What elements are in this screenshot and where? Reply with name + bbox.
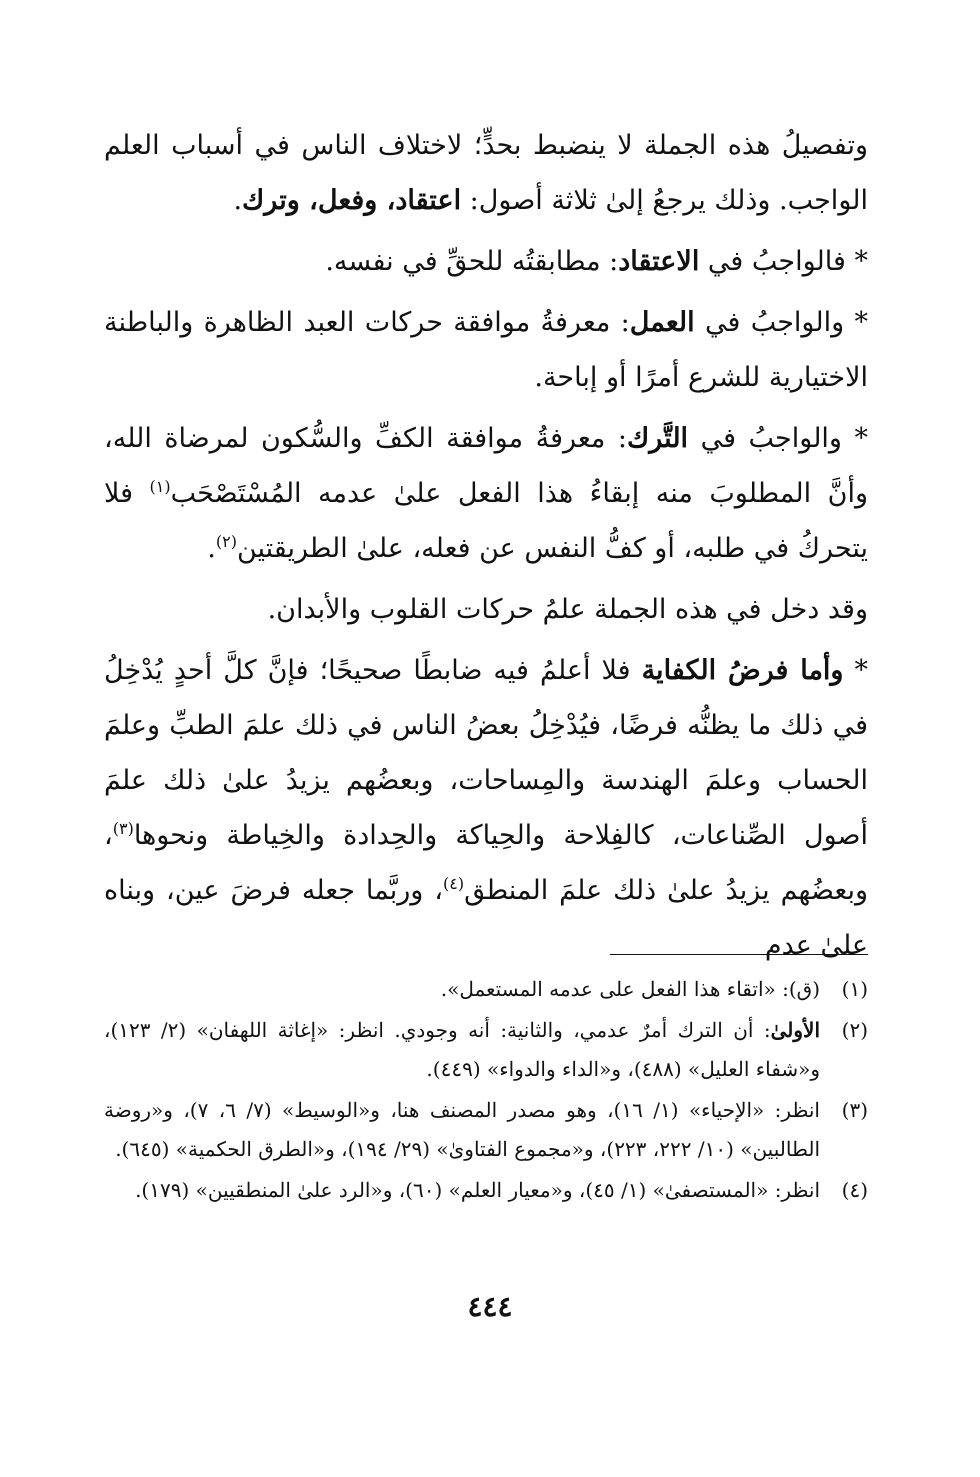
paragraph-4-end: .	[207, 533, 216, 564]
paragraph-4-middle: فلا يتحركُ في طلبه، أو كفُّ النفس عن فعله، علىٰ الطريقتين	[104, 478, 868, 564]
footnote-ref-2[interactable]: (٢)	[215, 532, 237, 551]
paragraph-6-text-a: فلا أعلمُ فيه ضابطًا صحيحًا؛ فإنَّ كلَّ أحدٍ يُدْخِلُ في ذلك ما يظنُّه فرضًا، فيُدْخِلُ بعضُ الناس في ذلك علمَ الطبِّ وعلمَ الحساب وعلمَ الهندسة والمِساحات، وبعضُهم يزيدُ علىٰ ذلك علمَ أصول الصِّناعات، كالفِلاحة والحِياكة والحِدادة والخِياطة ونحوها	[104, 655, 868, 851]
footnote-4-body	[104, 1171, 820, 1210]
paragraph-6-text-c: ، وربَّما جعله فرضَ عين، وبناه علىٰ عدم	[104, 875, 868, 961]
paragraph-1-text: وتفصيلُ هذه الجملة لا ينضبط بحدٍّ؛ لاختلاف الناس في أسباب العلم الواجب. وذلك يرجعُ إلىٰ ثلاثة أصول:	[104, 130, 868, 216]
paragraph-5	[104, 582, 868, 637]
footnotes	[104, 970, 868, 1212]
paragraph-1-end: .	[233, 185, 243, 216]
footnote-3-number: (٣)	[841, 1098, 868, 1122]
paragraph-6	[104, 643, 868, 973]
paragraph-3	[104, 295, 868, 405]
footnote-ref-3[interactable]: (٣)	[112, 819, 134, 838]
paragraph-6-text-b: ، وبعضُهم يزيدُ علىٰ ذلك علمَ المنطق	[104, 820, 868, 906]
paragraph-6-prefix: *	[843, 655, 868, 686]
footnote-2-text: : أن الترك أمرٌ عدمي، والثانية: أنه وجودي. انظر: «إغاثة اللهفان» (٢/ ١٢٣)، و«شفاء العليل» (٤٨٨)، و«الداء والدواء» (٤٤٩).	[104, 1018, 820, 1081]
footnote-ref-4[interactable]: (٤)	[443, 874, 465, 893]
footnote-1-body	[104, 970, 820, 1009]
footnote-ref-1[interactable]: (١)	[149, 477, 171, 496]
paragraph-2	[104, 234, 868, 289]
paragraph-4-text: : معرفةُ موافقة الكفِّ والسُّكون لمرضاة الله، وأنَّ المطلوبَ منه إبقاءُ هذا الفعل علىٰ عدمه المُسْتَصْحَب	[104, 423, 868, 509]
paragraph-6-bold: وأما فرضُ الكفاية	[641, 655, 844, 686]
footnote-3	[104, 1091, 868, 1169]
paragraph-4-bold: التَّرك	[627, 423, 689, 454]
footnote-3-body	[104, 1091, 820, 1169]
footnote-2-number: (٢)	[841, 1018, 868, 1042]
paragraph-2-bold: الاعتقاد	[618, 246, 700, 277]
footnote-divider	[610, 954, 868, 955]
footnote-4-number: (٤)	[841, 1178, 868, 1202]
footnote-1-text: (ق): «اتقاء هذا الفعل على عدمه المستعمل».	[440, 977, 820, 1001]
paragraph-3-text: : معرفةُ موافقة حركات العبد الظاهرة والباطنة الاختيارية للشرع أمرًا أو إباحة.	[104, 307, 868, 393]
paragraph-4	[104, 411, 868, 576]
paragraph-2-text: : مطابقتُه للحقِّ في نفسه.	[325, 246, 619, 277]
paragraph-1	[104, 118, 868, 228]
paragraph-1-bold: اعتقاد، وفعل، وترك	[242, 185, 462, 216]
paragraph-2-prefix: * فالواجبُ في	[699, 246, 868, 277]
footnote-2	[104, 1011, 868, 1089]
footnote-3-text: انظر: «الإحياء» (١/ ١٦)، وهو مصدر المصنف هنا، و«الوسيط» (٧/ ٦، ٧)، و«روضة الطالبين» (١٠/ ٢٢٢، ٢٢٣)، و«مجموع الفتاوىٰ» (٢٩/ ١٩٤)، و«الطرق الحكمية» (٦٤٥).	[104, 1098, 820, 1161]
paragraph-3-prefix: * والواجبُ في	[694, 307, 869, 338]
paragraph-4-prefix: * والواجبُ في	[688, 423, 868, 454]
footnote-1	[104, 970, 868, 1009]
paragraph-3-bold: العمل	[629, 307, 695, 338]
footnote-2-body	[104, 1011, 820, 1089]
page-number: ٤٤٤	[467, 1290, 513, 1323]
footnote-4-text: انظر: «المستصفىٰ» (١/ ٤٥)، و«معيار العلم» (٦٠)، و«الرد علىٰ المنطقيين» (١٧٩).	[135, 1178, 820, 1202]
footnote-4	[104, 1171, 868, 1210]
footnote-2-bold: الأولىٰ	[770, 1018, 820, 1042]
paragraph-5-text: وقد دخل في هذه الجملة علمُ حركات القلوب والأبدان.	[267, 594, 868, 625]
main-text	[104, 118, 868, 979]
footnote-1-number: (١)	[841, 977, 868, 1001]
